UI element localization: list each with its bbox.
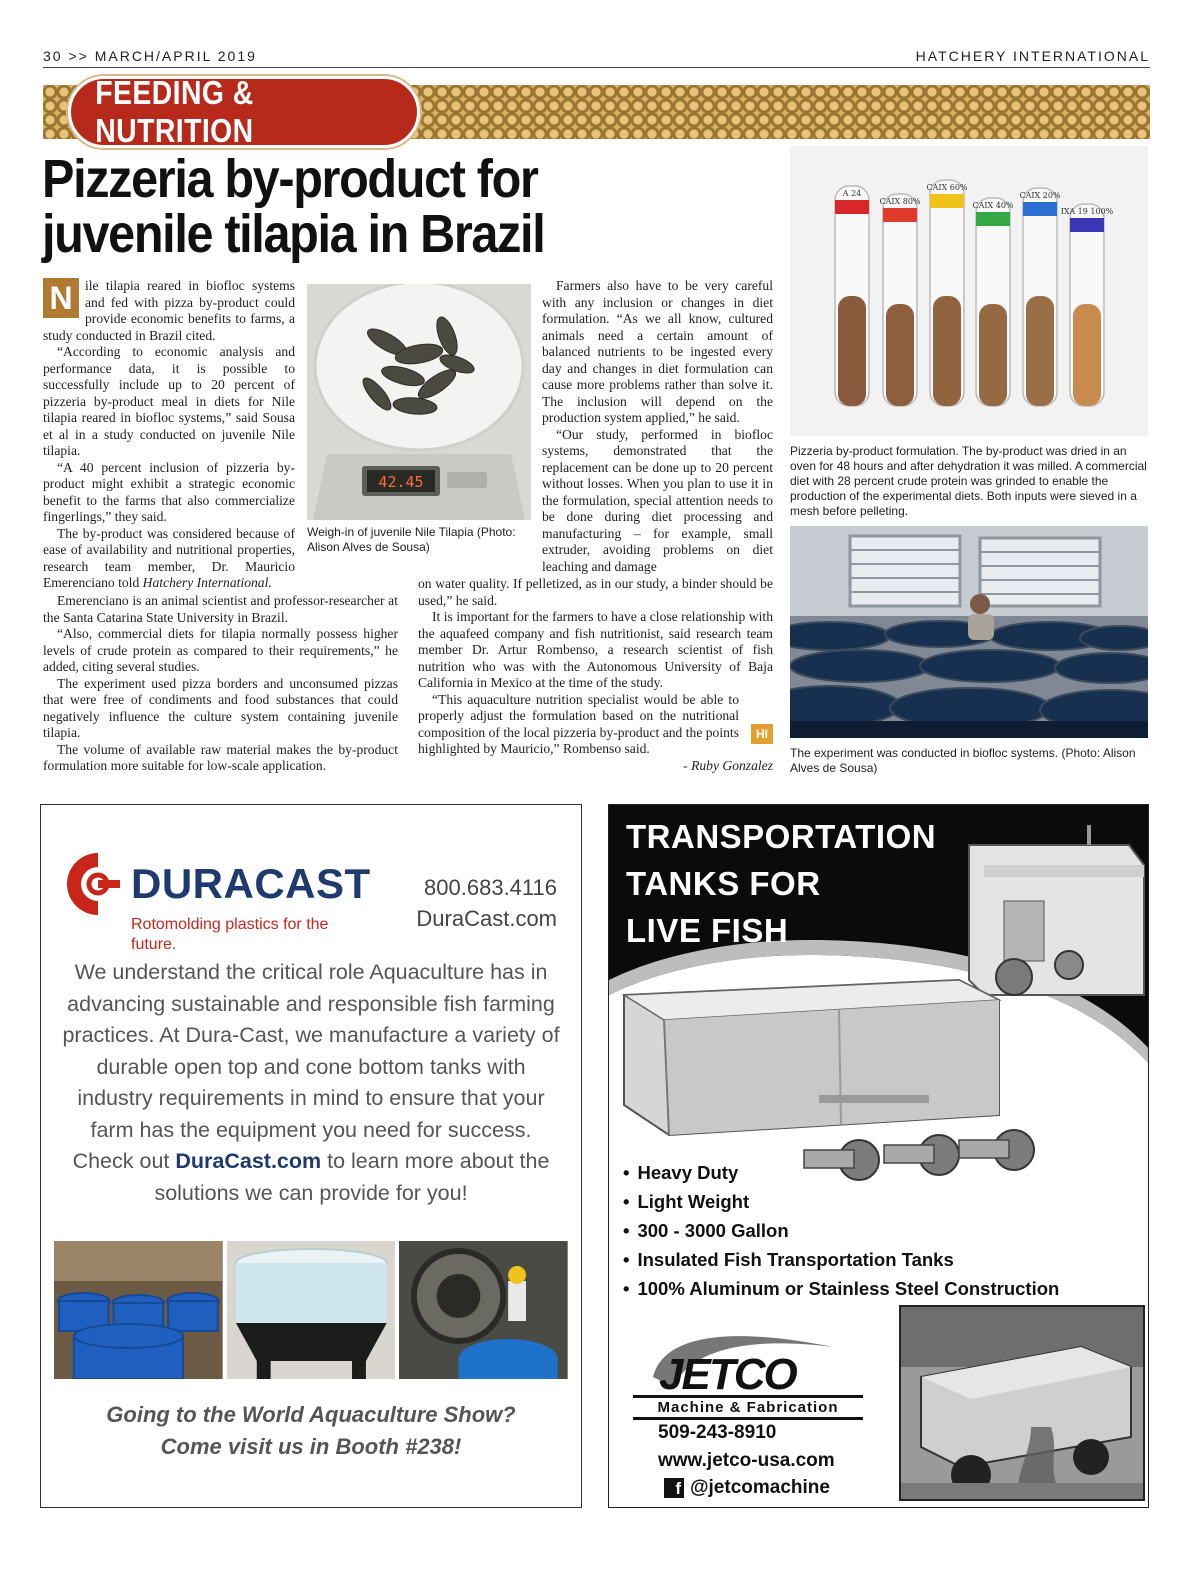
duracast-advertisement[interactable] — [40, 804, 582, 1508]
duracast-photo-blue-tanks — [54, 1241, 223, 1379]
article-headline — [42, 149, 600, 264]
duracast-link[interactable]: DuraCast.com — [175, 1149, 322, 1173]
headline-line-1: Pizzeria by-product for — [42, 149, 538, 209]
jetco-feature-list — [623, 1158, 1059, 1303]
end-mark-logo: HI — [751, 724, 773, 744]
article-paragraph: “Also, commercial diets for tilapia normally possess higher levels of crude protein as compared to their requirements,” he added, citing several studies. — [43, 626, 398, 674]
jetco-logo: JETCO — [659, 1350, 796, 1399]
article-paragraph: “A 40 percent inclusion of pizzeria by-product might exhibit a strategic economic benefit to the farms that also commercialize fingerlings,” they said. — [43, 459, 295, 524]
duracast-tagline: Rotomolding plastics for the future. — [131, 916, 329, 953]
facebook-icon: f — [664, 1478, 684, 1498]
test-tube — [926, 180, 967, 406]
test-tube — [879, 194, 920, 406]
tube-label: CAIX 20% — [1019, 191, 1061, 200]
jetco-website[interactable]: www.jetco-usa.com — [658, 1450, 835, 1471]
test-tube — [972, 198, 1013, 406]
duracast-photo-cone-tank — [227, 1241, 396, 1379]
fish-photo-caption: Weigh-in of juvenile Nile Tilapia (Photo: Alison Alves de Sousa) — [307, 525, 516, 554]
jetco-feature: • Light Weight — [623, 1187, 1059, 1216]
article-paragraph: N ile tilapia reared in biofloc systems and fed with pizza by-product could provide economic benefits to farms, a study conducted in Brazil cited. — [43, 278, 295, 343]
article-paragraph: on water quality. If pelletized, as in our study, a binder should be used,” he said. — [418, 576, 773, 608]
jetco-feature: • Insulated Fish Transportation Tanks — [623, 1245, 1059, 1274]
feed-tubes-photo — [790, 146, 1148, 436]
article-paragraph: Farmers also have to be very careful with any inclusion or changes in diet formulation. “As we all know, cultured animals need a certain amount of balanced nutrients to be ingested every day and changes in diet formulation can cause more problems rather than solve it. The inclusion will depend on the production system applied,” he said. — [542, 278, 773, 425]
section-label-text: FEEDING & NUTRITION — [95, 74, 254, 149]
jetco-feature: • 300 - 3000 Gallon — [623, 1216, 1059, 1245]
duracast-body-text: We understand the critical role Aquaculture has in advancing sustainable and responsible fish farming practices. At Dura-Cast, we manufacture a variety of durable open top and cone bottom tanks with industry requirements in mind to ensure that your farm has the equipment you need for success. Check out DuraCast.com to learn more about the solutions we can provide for you! — [59, 957, 563, 1209]
tube-label: CAIX 60% — [926, 183, 968, 192]
article-paragraph: The volume of available raw material makes the by-product formulation more suitable for low-scale application. — [43, 741, 398, 773]
test-tube — [1019, 188, 1060, 406]
tube-label: CAIX 80% — [879, 197, 921, 206]
article-paragraph: The by-product was considered because of ease of availability and nutritional properties, research team member, Dr. Mauricio Emerenciano told Hatchery International. — [43, 525, 295, 590]
jetco-truck-photo — [899, 1305, 1145, 1501]
scale-display: 42.45 — [378, 473, 424, 491]
header-divider — [43, 67, 1150, 68]
jetco-headline: TRANSPORTATION TANKS FOR LIVE FISH — [626, 818, 937, 949]
drop-cap: N — [43, 278, 79, 318]
duracast-cta: Check out DuraCast.com to learn more about the solutions we can provide for you! — [72, 1149, 550, 1205]
article-column-2-bottom — [418, 576, 773, 774]
jetco-advertisement[interactable] — [608, 804, 1149, 1508]
article-paragraph: Emerenciano is an animal scientist and professor-researcher at the Santa Catarina State University in Brazil. — [43, 593, 398, 625]
section-label — [68, 76, 420, 148]
fish-weighing-photo — [307, 284, 531, 520]
page-folio: 30 >> MARCH/APRIL 2019 — [43, 48, 257, 64]
tube-label: A 24 — [842, 189, 862, 198]
biofloc-tanks-caption: The experiment was conducted in biofloc systems. (Photo: Alison Alves de Sousa) — [790, 746, 1136, 775]
duracast-photo-strip — [54, 1241, 568, 1379]
biofloc-tanks-photo — [790, 526, 1148, 738]
article-column-1-top — [43, 278, 295, 592]
duracast-brand: DURACAST — [131, 860, 371, 907]
duracast-photo-manufacturing — [399, 1241, 568, 1379]
article-paragraph: “According to economic analysis and performance data, it is possible to successfully include up to 20 percent of pizzeria by-product meal in diets for Nile tilapia reared in biofloc systems,” said Sousa et al in a study conducted on juvenile Nile tilapia. — [43, 344, 295, 458]
article-author: - Ruby Gonzalez — [683, 757, 773, 773]
article-paragraph: “Our study, performed in biofloc systems, demonstrated that the replacement can be done up to 20 percent without losses. When you plan to use it in the formulation, special attention needs to be done during diet processing and manufacturing – for example, small extruder, avoiding problems on diet leaching and damage — [542, 426, 773, 574]
article-column-1-bottom — [43, 593, 398, 775]
duracast-promo: Going to the World Aquaculture Show? Come visit us in Booth #238! — [106, 1402, 516, 1459]
tube-label: CAIX 40% — [972, 201, 1014, 210]
jetco-feature: • 100% Aluminum or Stainless Steel Construction — [623, 1274, 1059, 1303]
jetco-social[interactable] — [664, 1477, 830, 1499]
jetco-phone[interactable]: 509-243-8910 — [658, 1422, 777, 1443]
article-column-2-top — [542, 278, 773, 575]
publication-name: HATCHERY INTERNATIONAL — [915, 48, 1150, 64]
article-paragraph: “This aquaculture nutrition specialist would be able to properly adjust the formulation based on the nutritional composition of the local pizzeria by-product and the points highlighted by Mauricio,” Rombenso said. — [418, 691, 739, 756]
jetco-social-handle[interactable]: @jetcomachine — [690, 1477, 830, 1498]
article-paragraph: The experiment used pizza borders and unconsumed pizzas that were free of condiments and food substances that could negatively influence the culture system containing juvenile tilapia. — [43, 675, 398, 740]
article-paragraph: It is important for the farmers to have a close relationship with the aquafeed company and fish nutritionist, said research team member Dr. Artur Rombenso, a research scientist of fish nutrition who was with the Autonomous University of Baja California in Mexico at the time of the study. — [418, 609, 773, 690]
publication-reference: Hatchery International. — [142, 575, 272, 590]
headline-line-2: juvenile tilapia in Brazil — [42, 204, 545, 264]
tube-label: IXA 19 100% — [1060, 207, 1114, 216]
test-tube — [835, 186, 869, 406]
duracast-website[interactable]: DuraCast.com — [416, 906, 557, 931]
jetco-feature: • Heavy Duty — [623, 1158, 1059, 1187]
duracast-phone[interactable]: 800.683.4116 — [424, 875, 557, 900]
jetco-subtitle: Machine & Fabrication — [633, 1395, 863, 1420]
feed-tubes-caption: Pizzeria by-product formulation. The by-product was dried in an oven for 48 hours and after dehydration it was milled. A commercial diet with 28 percent crude protein was grinded to enable the production of the experimental diets. Both inputs were sieved in a mesh before pelleting. — [790, 444, 1147, 518]
duracast-logo-icon — [65, 851, 121, 917]
